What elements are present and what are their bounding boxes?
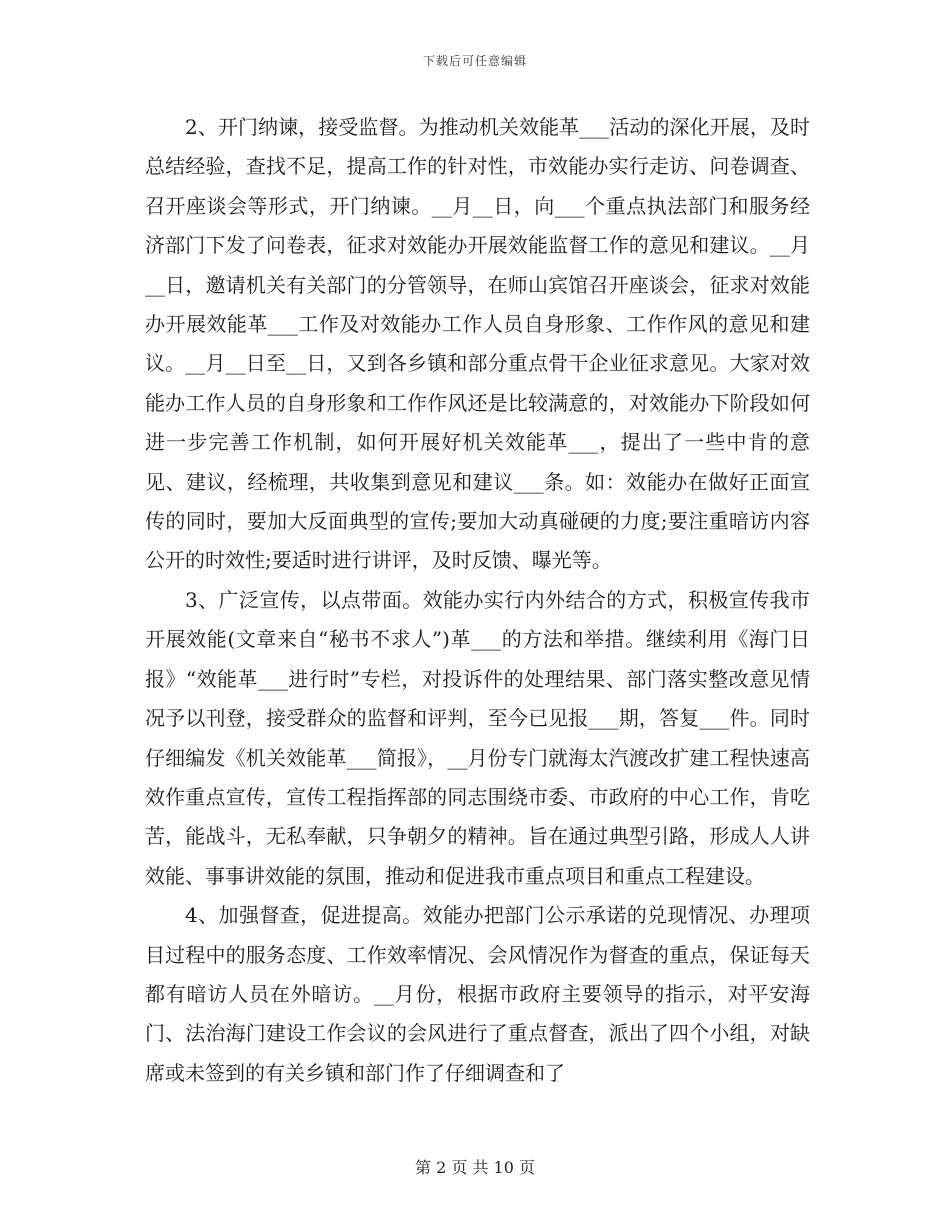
page-number: 第 2 页 共 10 页 [415,1158,535,1177]
paragraph-item-4: 4、加强督查，促进提高。效能办把部门公示承诺的兑现情况、办理项目过程中的服务态度、工作效率情况、会风情况作为督查的重点，保证每天都有暗访人员在外暗访。__月份，根据市政府主要领导的指示，对平安海门、法治海门建设工作会议的会风进行了重点督查，派出了四个小组，对缺席或未签到的有关乡镇和部门作了仔细调查和了 [145,903,810,1085]
paragraph-item-2: 2、开门纳谏，接受监督。为推动机关效能革___活动的深化开展，及时总结经验，查找不足，提高工作的针对性，市效能办实行走访、问卷调查、召开座谈会等形式，开门纳谏。__月__日，向___个重点执法部门和服务经济部门下发了问卷表，征求对效能办开展效能监督工作的意见和建议。__月__日，邀请机关有关部门的分管领导，在师山宾馆召开座谈会，征求对效能办开展效能革___工作及对效能办工作人员自身形象、工作作风的意见和建议。__月__日至__日，又到各乡镇和部分重点骨干企业征求意见。大家对效能办工作人员的自身形象和工作作风还是比较满意的，对效能办下阶段如何进一步完善工作机制，如何开展好机关效能革___，提出了一些中肯的意见、建议，经梳理，共收集到意见和建议___条。如：效能办在做好正面宣传的同时，要加大反面典型的宣传;要加大动真碰硬的力度;要注重暗访内容公开的时效性;要适时进行讲评，及时反馈、曝光等。 [145,115,810,573]
paragraph-item-3: 3、广泛宣传，以点带面。效能办实行内外结合的方式，积极宣传我市开展效能(文章来自“秘书不求人”)革___的方法和举措。继续利用《海门日报》“效能革___进行时”专栏，对投诉件的处理结果、部门落实整改意见情况予以刊登，接受群众的监督和评判，至今已见报___期，答复___件。同时仔细编发《机关效能革___简报》，__月份专门就海太汽渡改扩建工程快速高效作重点宣传，宣传工程指挥部的同志围绕市委、市政府的中心工作，肯吃苦，能战斗，无私奉献，只争朝夕的精神。旨在通过典型引路，形成人人讲效能、事事讲效能的氛围，推动和促进我市重点项目和重点工程建设。 [145,587,810,888]
document-body [145,108,810,1093]
page-header-note: 下载后可任意编辑 [422,54,527,68]
